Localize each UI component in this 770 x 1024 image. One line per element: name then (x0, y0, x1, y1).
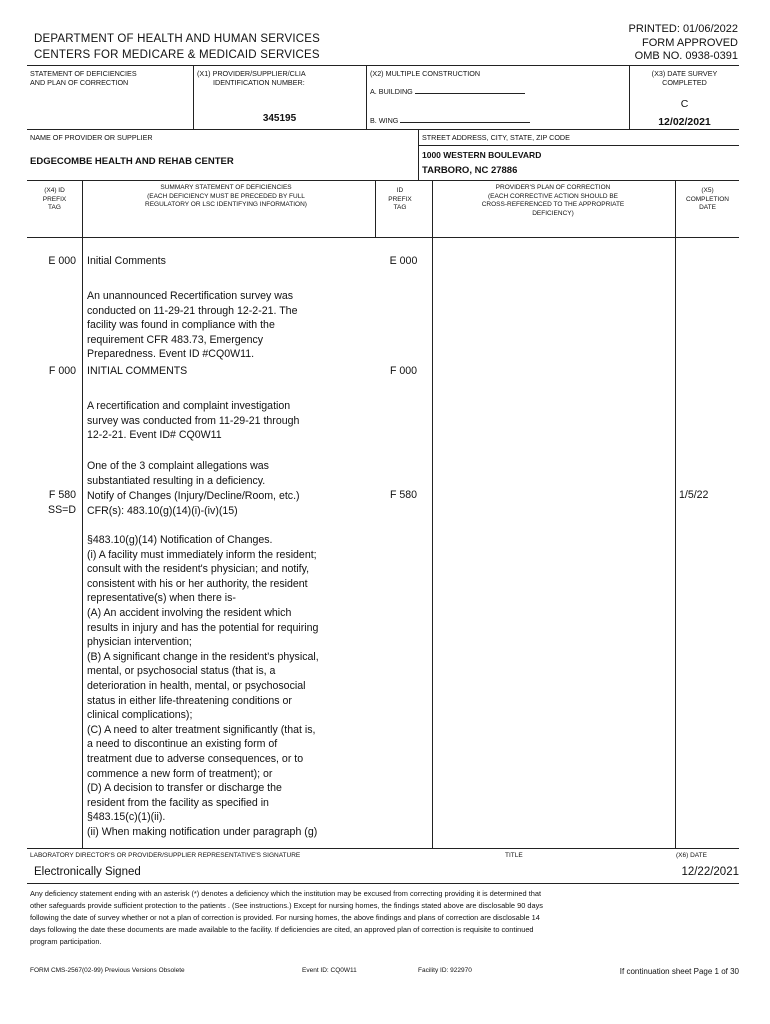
provider-id-number: 345195 (262, 113, 297, 124)
tag-e000: E 000 (48, 255, 76, 267)
wing-blank (400, 114, 530, 123)
x5-header (676, 187, 739, 213)
x4-header-2: PREFIX (42, 195, 67, 203)
x1-label-2: IDENTIFICATION NUMBER: (213, 78, 305, 87)
signature-bottom-line (27, 883, 739, 884)
building-label: A. BUILDING (370, 87, 413, 96)
event-id: Event ID: CQ0W11 (302, 967, 357, 974)
plan-header-2: (EACH CORRECTIVE ACTION SHOULD BE (487, 192, 619, 200)
x5-header-3: DATE (699, 204, 716, 211)
completion-date-f580: 1/5/22 (679, 489, 709, 501)
provider-name: EDGECOMBE HEALTH AND REHAB CENTER (30, 156, 234, 167)
plan-header-3: CROSS-REFERENCED TO THE APPROPRIATE (481, 201, 625, 208)
x2-label: (X2) MULTIPLE CONSTRUCTION (370, 69, 481, 78)
col-line-summary (82, 180, 83, 848)
summary-header-1: SUMMARY STATEMENT OF DEFICIENCIES (160, 184, 292, 191)
statement-label-1: STATEMENT OF DEFICIENCIES (30, 69, 137, 78)
row-title-e000: Initial Comments (87, 255, 166, 267)
address-line-2: TARBORO, NC 27886 (422, 165, 518, 176)
summary-header-2: (EACH DEFICIENCY MUST BE PRECEDED BY FULL (147, 192, 305, 200)
form-approved: FORM APPROVED (642, 37, 738, 49)
x4-header (27, 187, 82, 213)
x1-label-1: (X1) PROVIDER/SUPPLIER/CLIA (197, 69, 306, 78)
tag-f000: F 000 (48, 365, 76, 377)
plan-header (433, 184, 673, 218)
continuation-sheet: If continuation sheet Page 1 of 30 (619, 967, 739, 976)
paragraph-recert-survey: An unannounced Recertification survey was conducted on 11-29-21 through 12-2-21. The facility was found in compliance with the requirement CFR 483.73, Emergency Preparedness. Event ID #CQ0W11. (87, 290, 298, 361)
address-label-divider (418, 145, 739, 146)
disclaimer: Any deficiency statement ending with an asterisk (*) denotes a deficiency which the institution may be excused from correcting providing it is determined that other safeguards provide sufficient protection to the patients . (See instructions.) Except for nursing homes, the findings stated above are disclosable 90 days following the date of survey whether or not a plan of correction is provided. For nursing homes, the above findings and plans of correction are disclosable 14 days following the date these documents are made available to the facility. If deficiencies are cited, an approved plan of correction is requisite to continued program participation. (30, 889, 543, 946)
building-row (370, 85, 525, 96)
summary-header-3: REGULATORY OR LSC IDENTIFYING INFORMATION) (145, 201, 307, 208)
provider-address-divider (418, 129, 419, 180)
wing-label: B. WING (370, 116, 399, 125)
x4-header-3: TAG (48, 204, 61, 211)
id-header-1: ID (396, 187, 404, 194)
statement-label-2: AND PLAN OF CORRECTION (30, 78, 129, 87)
x3-label-1: (X3) DATE SURVEY (651, 69, 718, 78)
x3-label-2: COMPLETED (662, 78, 707, 87)
col-divider-x2 (366, 65, 367, 129)
agency-name: CENTERS FOR MEDICARE & MEDICAID SERVICES (34, 49, 320, 61)
row-title-f580: Notify of Changes (Injury/Decline/Room, etc.) CFR(s): 483.10(g)(14)(i)-(iv)(15) (87, 490, 300, 517)
facility-id: Facility ID: 922970 (418, 967, 472, 974)
title-label: TITLE (505, 852, 523, 859)
form-number: FORM CMS-2567(02-99) Previous Versions Obsolete (30, 967, 185, 974)
paragraph-regulation: §483.10(g)(14) Notification of Changes. (i) A facility must immediately inform the resident; consult with the resident's physician; and notify, consistent with his or her authority, the resident representative(s) when there is- (A) An accident involving the resident which results in injury and has the potential for requiring physician intervention; (B) A significant change in the resident's physical, mental, or psychosocial status (that is, a deterioration in health, mental, or psychosocial status in either life-threatening conditions or clinical complications); (C) A need to alter treatment significantly (that is, a need to discontinue an existing form of treatment due to adverse consequences, or to commence a new form of treatment); or (D) A decision to transfer or discharge the resident from the facility as specified in §483.15(c)(1)(ii). (ii) When making notification under paragraph (g) (87, 534, 319, 838)
id-header (375, 187, 425, 213)
col-line-plan (432, 180, 433, 848)
survey-type-code: C (680, 98, 689, 110)
col-line-completion (675, 180, 676, 848)
provider-row-bottom (27, 180, 739, 181)
signature-value: Electronically Signed (34, 866, 141, 878)
id-header-3: TAG (393, 204, 407, 211)
provider-label: NAME OF PROVIDER OR SUPPLIER (30, 133, 153, 142)
omb-number: OMB NO. 0938-0391 (634, 50, 738, 62)
building-blank (415, 85, 525, 94)
plan-header-1: PROVIDER'S PLAN OF CORRECTION (495, 184, 611, 191)
x5-header-1: (X5) (701, 187, 714, 194)
wing-row (370, 114, 530, 125)
x4-header-1: (X4) ID (44, 187, 65, 194)
id-tag-f000: F 000 (389, 365, 418, 377)
summary-header (82, 184, 370, 210)
date-label: (X6) DATE (676, 852, 707, 859)
printed-date: PRINTED: 01/06/2022 (628, 23, 738, 35)
paragraph-complaint-allegations: One of the 3 complaint allegations was substantiated resulting in a deficiency. (87, 460, 269, 487)
address-line-1: 1000 WESTERN BOULEVARD (422, 150, 542, 160)
tag-f580: F 580 (48, 489, 76, 501)
plan-header-4: DEFICIENCY) (532, 209, 574, 217)
address-label: STREET ADDRESS, CITY, STATE, ZIP CODE (422, 133, 570, 142)
paragraph-complaint-survey: A recertification and complaint investigation survey was conducted from 11-29-21 through 12-2-21. Event ID# CQ0W11 (87, 400, 300, 442)
survey-completed-date: 12/02/2021 (658, 116, 711, 128)
column-header-bottom (27, 237, 739, 238)
top-box-divider (27, 129, 739, 130)
top-border (27, 65, 739, 66)
severity-scope: SS=D (48, 504, 76, 516)
col-line-id-header (375, 180, 376, 237)
id-tag-f580: F 580 (389, 489, 418, 501)
x5-header-2: COMPLETION (686, 195, 729, 203)
signature-label: LABORATORY DIRECTOR'S OR PROVIDER/SUPPLIER REPRESENTATIVE'S SIGNATURE (30, 852, 301, 859)
signature-date: 12/22/2021 (681, 866, 739, 878)
row-title-f000: INITIAL COMMENTS (87, 365, 188, 377)
id-header-2: PREFIX (388, 195, 412, 203)
signature-top-line (27, 848, 739, 849)
department-name: DEPARTMENT OF HEALTH AND HUMAN SERVICES (34, 33, 320, 45)
id-tag-e000: E 000 (389, 255, 418, 267)
